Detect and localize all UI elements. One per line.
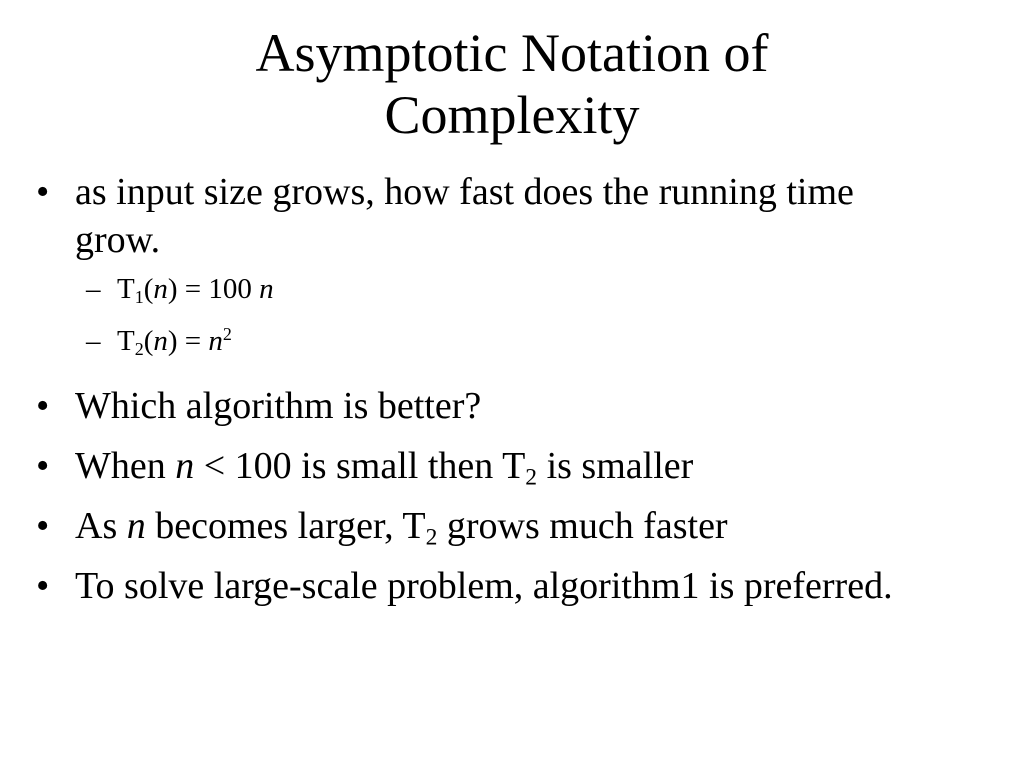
bullet-large-scale bbox=[0, 562, 935, 610]
bullet4-post: grows much faster bbox=[437, 505, 728, 547]
bullet4-mid: becomes larger, T bbox=[145, 505, 426, 547]
bullet-input-size-growth bbox=[0, 168, 935, 264]
t2-subscript: 2 bbox=[134, 339, 144, 360]
sub-bullet-dash: – bbox=[86, 273, 101, 305]
sub-bullet-t2 bbox=[0, 322, 1024, 360]
t1-var: n bbox=[153, 273, 168, 305]
t1-open: ( bbox=[143, 273, 154, 305]
t2-rhs-var: n bbox=[208, 325, 223, 357]
bullet-text: To solve large-scale problem, algorithm1 is preferred. bbox=[75, 565, 893, 607]
t1-subscript: 1 bbox=[134, 287, 144, 308]
t2-var: n bbox=[153, 325, 168, 357]
t2-func: T bbox=[117, 325, 135, 357]
bullet-which-better bbox=[0, 382, 935, 430]
title-line-2: Complexity bbox=[384, 85, 640, 145]
bullet-list bbox=[0, 168, 1024, 622]
slide-title bbox=[0, 22, 1024, 146]
bullet3-subscript: 2 bbox=[525, 464, 538, 491]
t1-func: T bbox=[117, 273, 135, 305]
bullet-large-n bbox=[0, 502, 935, 550]
bullet3-var: n bbox=[175, 445, 195, 487]
bullet-dot: • bbox=[36, 171, 50, 213]
bullet-dot: • bbox=[36, 505, 50, 547]
t1-rhs-var: n bbox=[259, 273, 274, 305]
bullet-dot: • bbox=[36, 385, 50, 427]
bullet3-pre: When bbox=[75, 445, 176, 487]
bullet4-pre: As bbox=[75, 505, 127, 547]
t1-close: ) = 100 bbox=[167, 273, 260, 305]
bullet-text: as input size grows, how fast does the running time grow. bbox=[75, 171, 854, 261]
sub-bullet-list bbox=[0, 270, 1024, 360]
bullet4-subscript: 2 bbox=[425, 524, 438, 551]
bullet-dot: • bbox=[36, 565, 50, 607]
t2-exponent: 2 bbox=[222, 324, 232, 345]
bullet-text: Which algorithm is better? bbox=[75, 385, 482, 427]
sub-bullet-t1 bbox=[0, 270, 1024, 308]
t2-close: ) = bbox=[167, 325, 209, 357]
bullet3-post: is smaller bbox=[537, 445, 694, 487]
bullet-small-n bbox=[0, 442, 935, 490]
bullet4-var: n bbox=[126, 505, 146, 547]
bullet3-mid: < 100 is small then T bbox=[194, 445, 526, 487]
title-line-1: Asymptotic Notation of bbox=[255, 23, 769, 83]
t2-open: ( bbox=[143, 325, 154, 357]
sub-bullet-dash: – bbox=[86, 325, 101, 357]
bullet-dot: • bbox=[36, 445, 50, 487]
